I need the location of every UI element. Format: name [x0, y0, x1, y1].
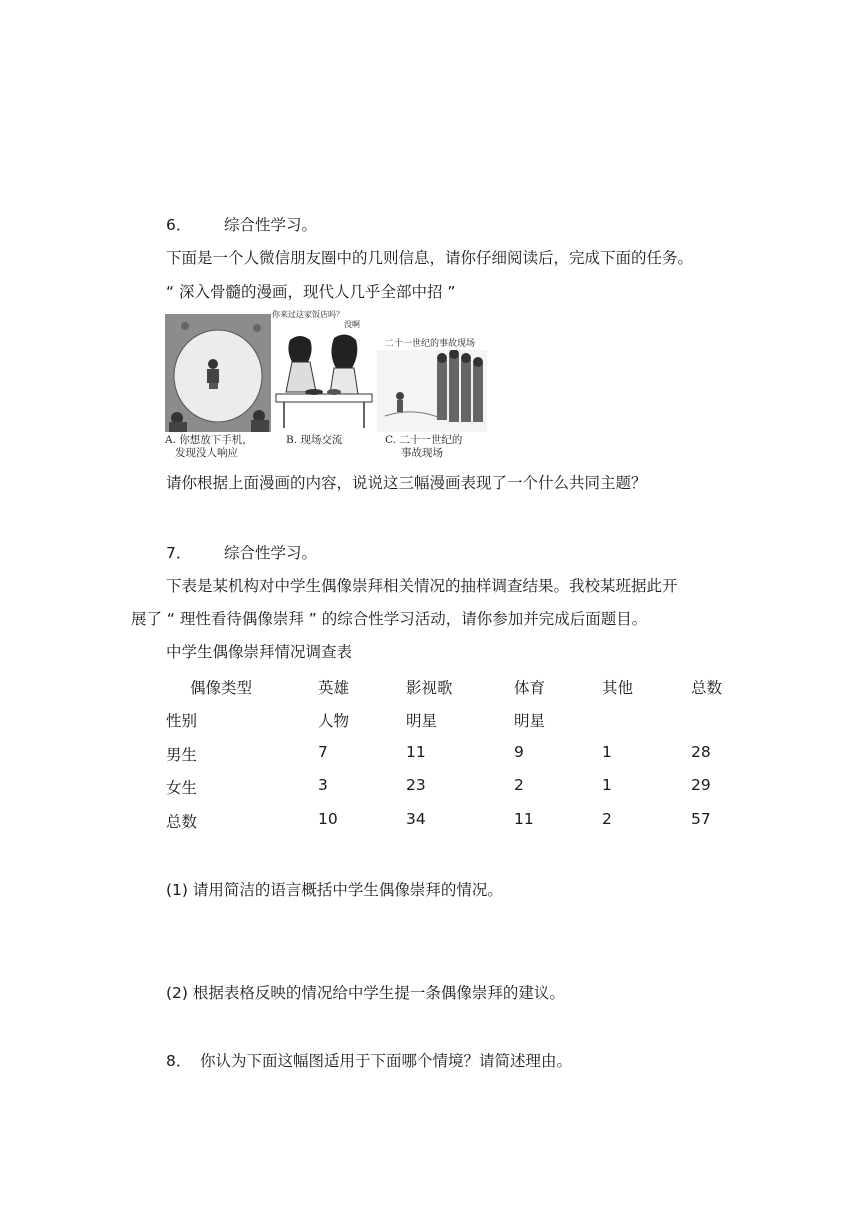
comic-c-top-text: 二十一世纪的事故现场 [385, 339, 476, 349]
table-cell: 总数 [166, 813, 198, 831]
q6-quote: “ 深入骨髓的漫画，现代人几乎全部中招 ” [166, 283, 456, 301]
table-cell: 1 [602, 776, 612, 794]
table-cell: 11 [406, 743, 426, 761]
q7-intro-line1: 下表是某机构对中学生偶像崇拜相关情况的抽样调查结果。我校某班据此开 [166, 577, 678, 595]
table-header-top-cell: 其他 [602, 679, 634, 697]
comic-c-drawing [377, 350, 487, 432]
table-cell: 2 [602, 810, 612, 828]
q7-heading [166, 541, 317, 563]
comic-b-top-text [272, 310, 376, 330]
table-cell: 11 [514, 810, 534, 828]
table-cell: 29 [691, 776, 711, 794]
q7-sub-question-2: (2) 根据表格反映的情况给中学生提一条偶像崇拜的建议。 [166, 984, 565, 1002]
table-cell: 23 [406, 776, 426, 794]
comic-b-speech-1: 你来过这家饭店吗？ [272, 310, 344, 319]
q7-number: 7． [166, 544, 192, 562]
table-header-top-cell: 总数 [691, 679, 723, 697]
table-cell: 28 [691, 743, 711, 761]
q7-title: 综合性学习。 [224, 544, 318, 562]
q6-heading [166, 213, 317, 235]
table-cell: 男生 [166, 746, 198, 764]
q6-title: 综合性学习。 [224, 216, 318, 234]
comic-a [165, 314, 271, 462]
q8-number: 8． [166, 1052, 192, 1070]
q8-text: 你认为下面这幅图适用于下面哪个情境？请简述理由。 [200, 1052, 573, 1070]
table-cell: 10 [318, 810, 338, 828]
table-cell: 3 [318, 776, 328, 794]
q7-intro-line2: 展了 “ 理性看待偶像崇拜 ” 的综合性学习活动，请你参加并完成后面题目。 [131, 610, 648, 628]
comic-a-caption [165, 434, 271, 460]
table-header-bottom-cell: 人物 [318, 712, 350, 730]
table-cell: 女生 [166, 779, 198, 797]
table-header-top-cell: 体育 [514, 679, 546, 697]
q8-heading [166, 1049, 572, 1071]
table-header-bottom-cell: 性别 [166, 712, 198, 730]
comic-b [272, 310, 376, 462]
comic-c-caption-line2: 事故现场 [401, 447, 443, 459]
table-cell: 57 [691, 810, 711, 828]
comic-a-caption-line2: 发现没人响应 [175, 447, 238, 459]
table-cell: 34 [406, 810, 426, 828]
table-cell: 9 [514, 743, 524, 761]
table-header-top-cell: 影视歌 [406, 679, 453, 697]
comic-c [377, 336, 487, 462]
q6-number: 6． [166, 216, 192, 234]
table-header-bottom-cell: 明星 [406, 712, 438, 730]
table-header-top-cell: 英雄 [318, 679, 350, 697]
table-header-top-cell: 偶像类型 [190, 679, 253, 697]
table-cell: 2 [514, 776, 524, 794]
q7-table-title: 中学生偶像崇拜情况调查表 [166, 643, 353, 661]
comic-b-speech-2: 没啊 [344, 320, 360, 329]
comic-c-caption-line1: C. 二十一世纪的 [385, 434, 463, 446]
q6-intro: 下面是一个人微信朋友圈中的几则信息，请你仔细阅读后，完成下面的任务。 [166, 249, 694, 267]
comic-b-drawing [272, 330, 376, 430]
q7-sub-question-1: (1) 请用简洁的语言概括中学生偶像崇拜的情况。 [166, 881, 503, 899]
comic-a-caption-line1: A. 你想放下手机， [165, 434, 253, 446]
comic-a-drawing [165, 314, 271, 432]
table-cell: 7 [318, 743, 328, 761]
table-header-bottom-cell: 明星 [514, 712, 546, 730]
comic-c-caption [377, 434, 487, 460]
q6-question: 请你根据上面漫画的内容，说说这三幅漫画表现了一个什么共同主题？ [166, 474, 647, 492]
table-cell: 1 [602, 743, 612, 761]
comic-b-caption: B. 现场交流 [286, 434, 343, 446]
